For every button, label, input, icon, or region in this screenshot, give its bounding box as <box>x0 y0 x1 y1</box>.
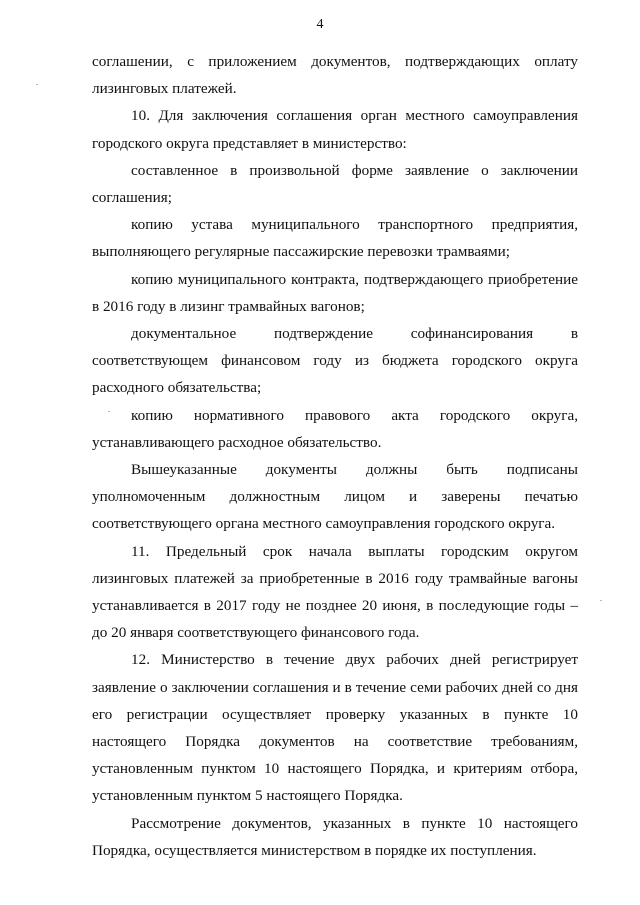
paragraph-list-application: составленное в произвольной форме заявление о заключении соглашения; <box>92 161 578 207</box>
page-number: 4 <box>316 17 324 32</box>
scan-speck <box>600 600 602 601</box>
scan-speck <box>36 84 38 85</box>
paragraph-list-contract: копию муниципального контракта, подтверждающего приобретение в 2016 году в лизинг трамвайных вагонов; <box>92 270 578 315</box>
paragraph-list-cofinancing: документальное подтверждение софинансирования в соответствующем финансовом году из бюджета городского округа расходного обязательства; <box>92 325 578 397</box>
paragraph-review-order: Рассмотрение документов, указанных в пункте 10 настоящего Порядка, осуществляется министерством в порядке их поступления. <box>92 814 578 859</box>
paragraph-list-charter: копию устава муниципального транспортного предприятия, выполняющего регулярные пассажирские перевозки трамваями; <box>92 216 578 261</box>
paragraph-item-11: 11. Предельный срок начала выплаты городским округом лизинговых платежей за приобретенные в 2016 году трамвайные вагоны устанавливается в 2017 году не позднее 20 июня, в последующие годы – до 20 января соответствующего финансового года. <box>92 542 578 642</box>
body-text <box>92 48 578 864</box>
paragraph-item-10: 10. Для заключения соглашения орган местного самоуправления городского округа представляет в министерство: <box>92 107 578 152</box>
paragraph-continuation: соглашении, с приложением документов, подтверждающих оплату лизинговых платежей. <box>92 53 578 98</box>
paragraph-item-12: 12. Министерство в течение двух рабочих дней регистрирует заявление о заключении соглашения и в течение семи рабочих дней со дня его регистрации осуществляет проверку указанных в пункте 10 настоящего Порядка документов на соответствие требованиям, установленным пунктом 10 настоящего Порядка, и критериям отбора, установленным пунктом 5 настоящего Порядка. <box>92 651 578 805</box>
paragraph-list-normative-act: копию нормативного правового акта городского округа, устанавливающего расходное обязательство. <box>92 406 578 451</box>
paragraph-signature-requirement: Вышеуказанные документы должны быть подписаны уполномоченным должностным лицом и заверены печатью соответствующего органа местного самоуправления городского округа. <box>92 461 578 533</box>
